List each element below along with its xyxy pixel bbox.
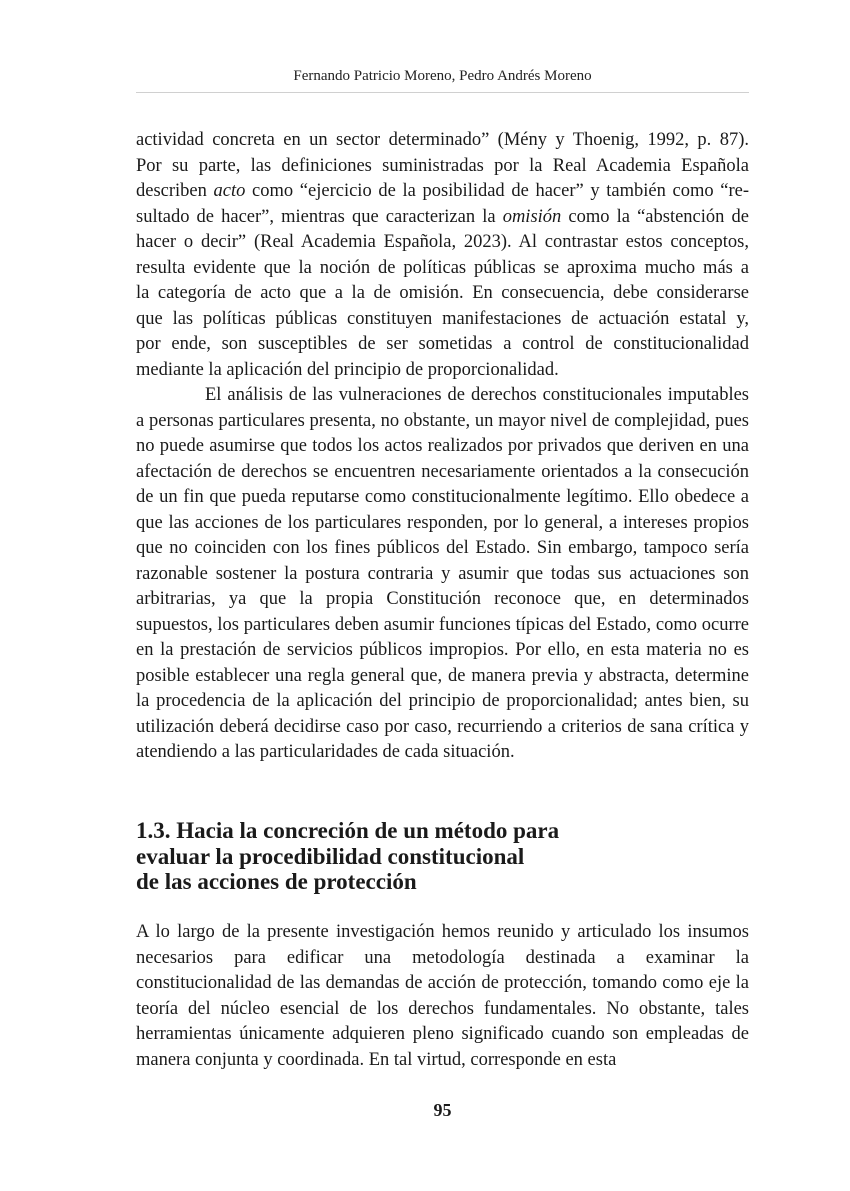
p1-line-2: Por su parte, las definiciones suministradas por la Real Academia Española xyxy=(136,155,749,176)
p1-line-4: sultado de hacer”, mientras que caracterizan la omisión como la “abstención de xyxy=(136,206,749,227)
page-number: 95 xyxy=(433,1100,452,1120)
p1-line-7: la categoría de acto que a la de omisión. En consecuencia, debe considerarse xyxy=(136,283,749,303)
paragraph-3 xyxy=(136,920,749,1073)
heading-line-1: 1.3. Hacia la concreción de un método para xyxy=(136,818,560,843)
p1-line-5: hacer o decir” (Real Academia Española, 2023). Al contrastar estos conceptos, xyxy=(136,232,749,252)
paragraph-3-text: A lo largo de la presente investigación hemos reunido y articulado los insumos necesarios para edificar una metodología destinada a examinar la constitucionalidad de las demandas de acción de protección, tomando como eje la teoría del núcleo esencial de los derechos fundamentales. No obstante, tales herramientas únicamente adquieren pleno significado cuando son empleadas de manera conjunta y coordinada. En tal virtud, corresponde en esta xyxy=(136,922,749,1070)
section-heading xyxy=(136,818,749,895)
italic-term-acto: acto xyxy=(213,181,246,201)
paragraph-2 xyxy=(136,383,749,766)
heading-line-2: evaluar la procedibilidad constitucional xyxy=(136,843,525,869)
paragraph-2-text: El análisis de las vulneraciones de derechos constitucionales imputables a personas particulares presenta, no obstante, un mayor nivel de complejidad, pues no puede asumirse que todos los actos realizados por privados que deriven en una afectación de derechos se encuentren necesariamente orientados a la consecución de un fin que pueda reputarse como constitucionalmente legítimo. Ello obedece a que las acciones de los particulares responden, por lo general, a intereses propios que no coinciden con los fines públicos del Estado. Sin embargo, tampoco sería razonable sostener la postura contraria y asumir que todas sus actuaciones son arbitrarias, ya que la propia Constitución reconoce que, en determinados supuestos, los particulares deben asumir funciones típicas del Estado, como ocurre en la prestación de servicios públicos impropios. Por ello, en esta materia no es posible establecer una regla general que, de manera previa y abstracta, determine la procedencia de la aplicación del principio de proporcionalidad; antes bien, su utilización deberá decidirse caso por caso, recurriendo a criterios de sana crítica y atendiendo a las particularidades de cada situación. xyxy=(136,385,749,762)
p1-line-6: resulta evidente que la noción de políticas públicas se aproxima mucho más a xyxy=(136,257,749,278)
p1-line-1: actividad concreta en un sector determinado” (Mény y Thoenig, 1992, p. 87). xyxy=(136,130,749,150)
heading-line-3: de las acciones de protección xyxy=(136,869,417,894)
running-header: Fernando Patricio Moreno, Pedro Andrés Moreno xyxy=(293,68,592,84)
italic-term-omision: omisión xyxy=(502,206,562,227)
header-rule xyxy=(136,92,749,93)
p1-line-9: por ende, son susceptibles de ser sometidas a control de constitucionalidad xyxy=(136,334,749,354)
p1-line-10: mediante la aplicación del principio de proporcionalidad. xyxy=(136,359,559,380)
p1-line-8: que las políticas públicas constituyen manifestaciones de actuación estatal y, xyxy=(136,308,749,329)
p1-line-3: describen acto como “ejercicio de la posibilidad de hacer” y también como “re- xyxy=(136,181,749,201)
paragraph-1 xyxy=(136,128,749,383)
